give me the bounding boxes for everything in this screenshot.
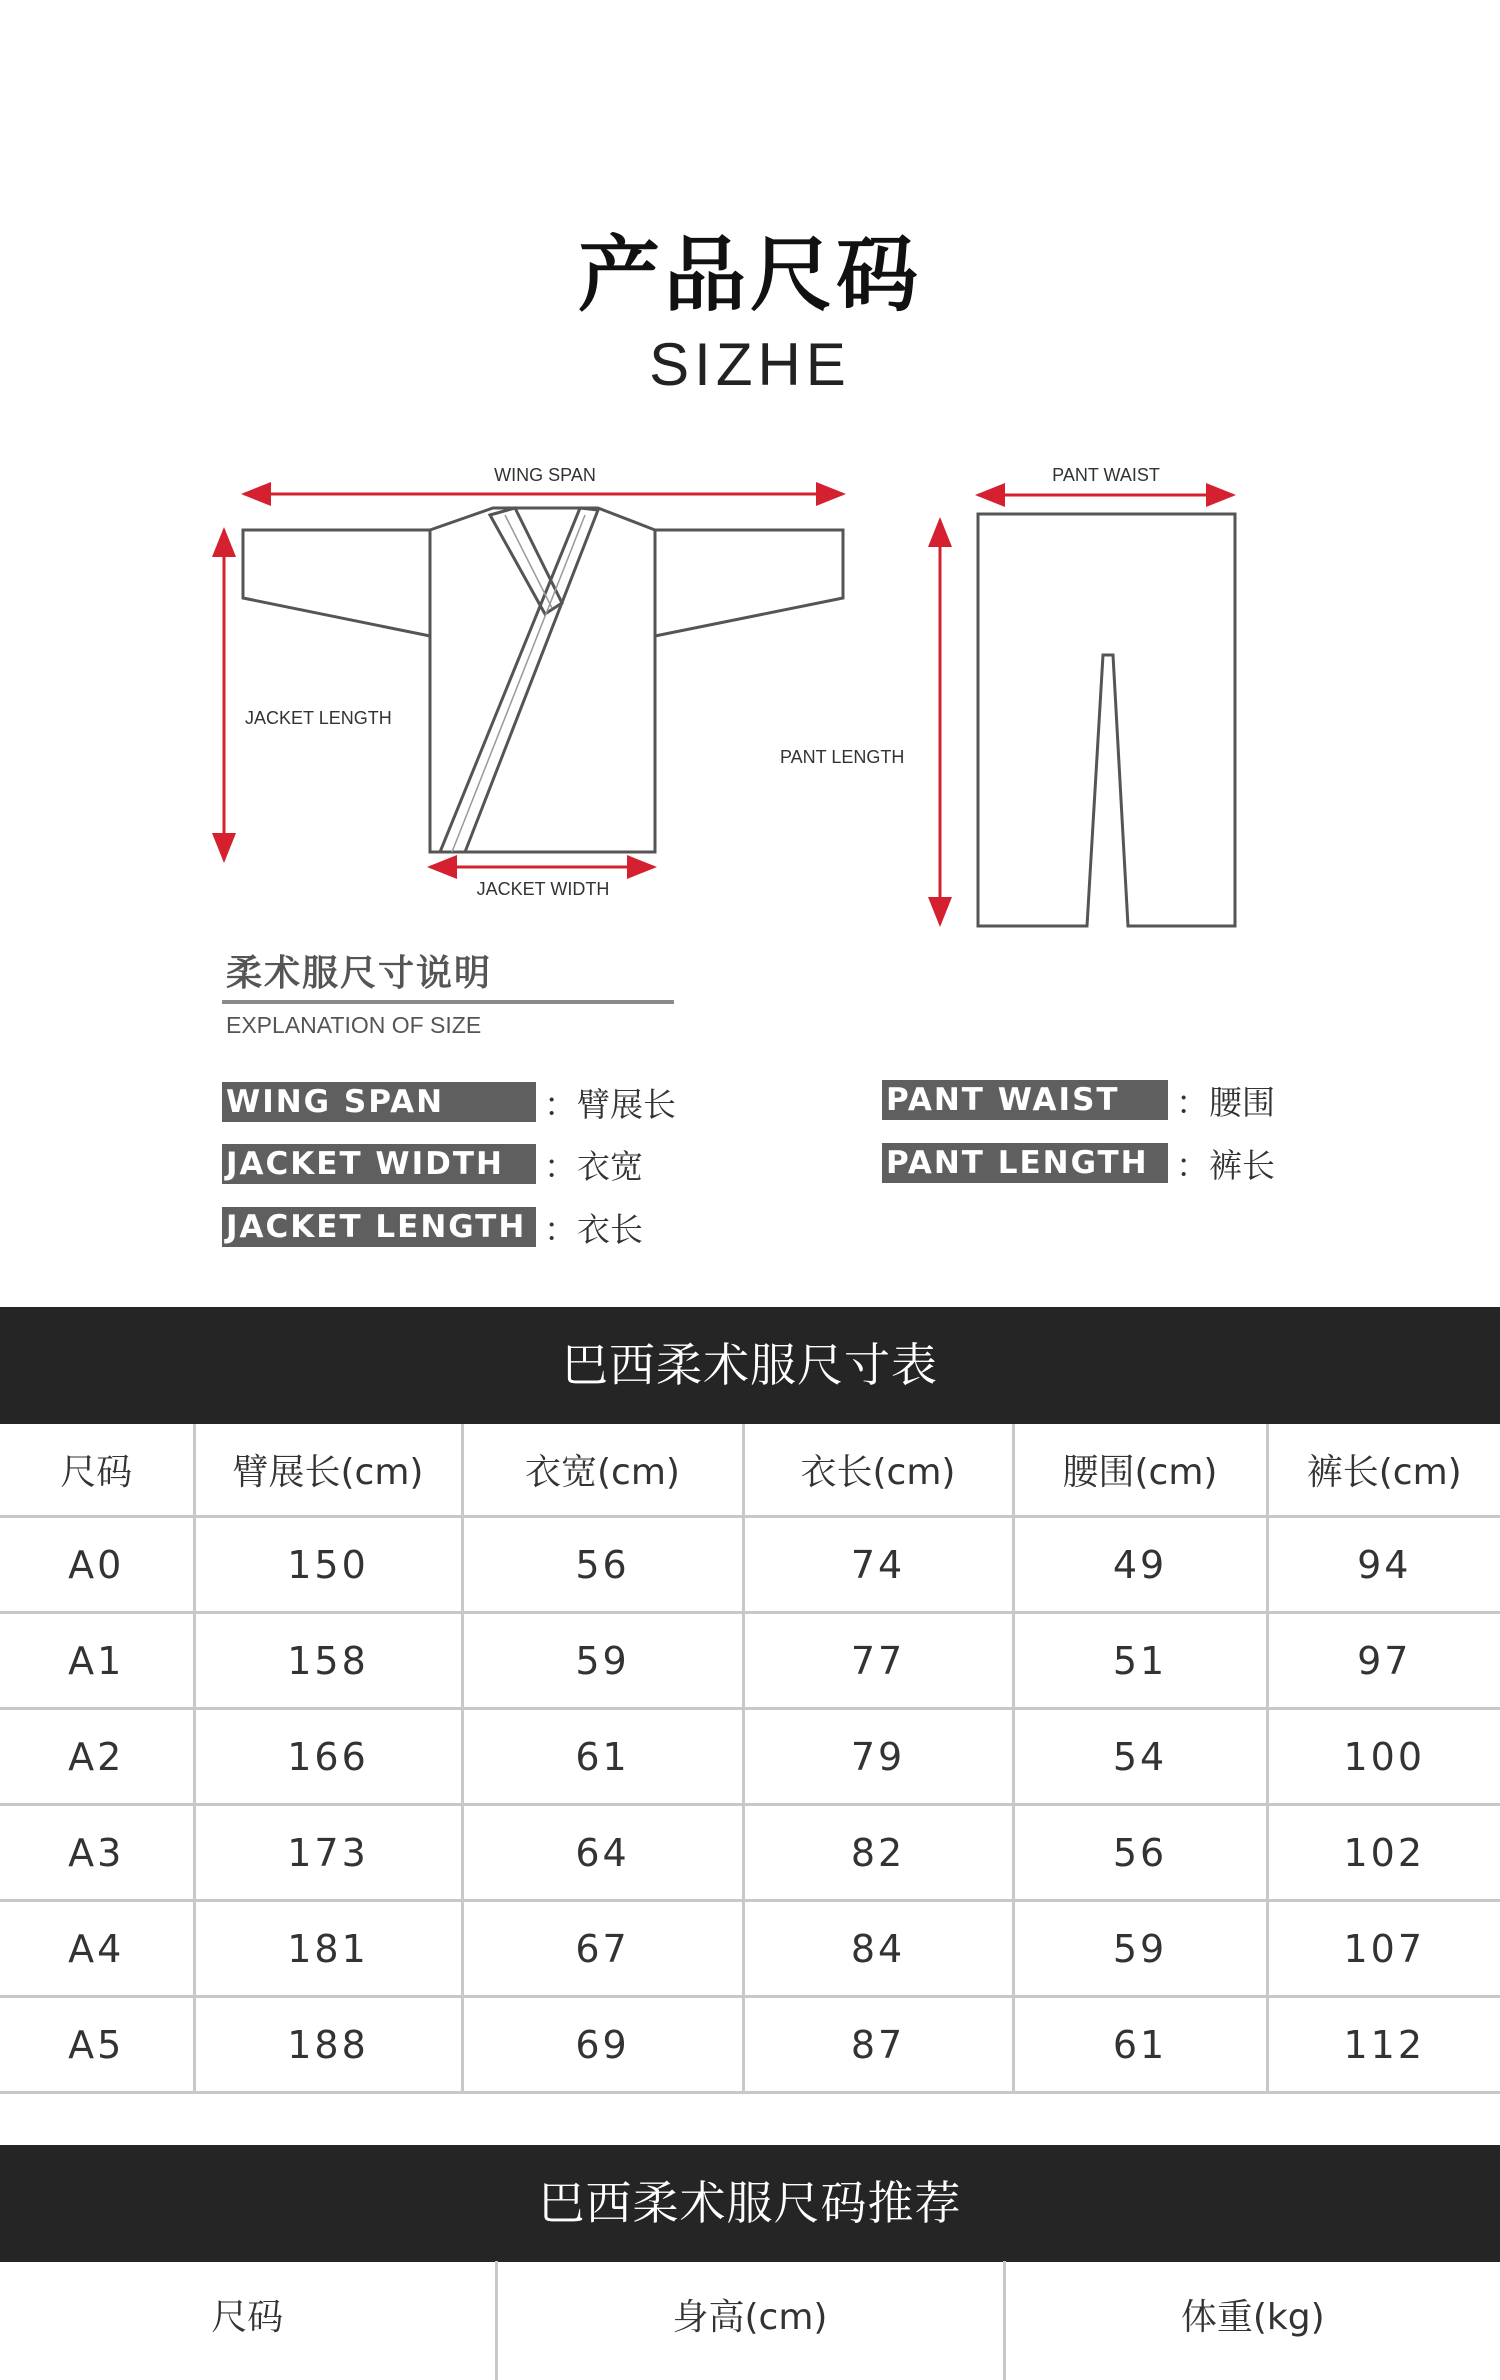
table-cell: 67 (462, 1901, 743, 1997)
table-cell: A4 (0, 1901, 194, 1997)
table-cell: 49 (1013, 1517, 1267, 1613)
page-subtitle: SIZHE (649, 331, 851, 398)
table-cell: 82 (743, 1805, 1013, 1901)
recommend-table (0, 2261, 1500, 2380)
explanation-divider (222, 1000, 674, 1004)
explanation-subtitle: EXPLANATION OF SIZE (226, 1012, 482, 1038)
table-row (0, 1709, 1500, 1805)
term-jacket-length (222, 1207, 643, 1247)
pants-outline (978, 514, 1235, 926)
table-cell: 173 (194, 1805, 462, 1901)
term-pant-waist (882, 1080, 1275, 1120)
wing-span-label: WING SPAN (494, 465, 596, 485)
term-meaning: ：裤长 (1176, 1145, 1275, 1185)
recommend-table-banner: 巴西柔术服尺码推荐 (0, 2145, 1500, 2262)
table-cell: 188 (194, 1997, 462, 2093)
table-row (0, 1517, 1500, 1613)
table-cell: 59 (1013, 1901, 1267, 1997)
table-header-row (0, 1424, 1500, 1517)
size-table-banner: 巴西柔术服尺寸表 (0, 1307, 1500, 1424)
term-tag: JACKET WIDTH (222, 1144, 536, 1184)
term-tag: PANT LENGTH (882, 1143, 1168, 1183)
explanation-title: 柔术服尺寸说明 (226, 953, 493, 994)
term-wing-span (222, 1082, 676, 1122)
table-row (0, 1805, 1500, 1901)
pant-waist-label: PANT WAIST (1052, 465, 1160, 485)
table-cell: 61 (462, 1709, 743, 1805)
table-cell: A2 (0, 1709, 194, 1805)
table-cell: 56 (462, 1517, 743, 1613)
table-header: 尺码 (0, 1424, 194, 1517)
term-jacket-width (222, 1144, 643, 1184)
table-cell: 56 (1013, 1805, 1267, 1901)
table-cell: 166 (194, 1709, 462, 1805)
table-cell: 97 (1267, 1613, 1500, 1709)
jacket-width-label: JACKET WIDTH (476, 879, 610, 899)
table-header: 臂展长(cm) (194, 1424, 462, 1517)
term-meaning: ：衣长 (544, 1209, 643, 1249)
table-cell: 87 (743, 1997, 1013, 2093)
term-meaning: ：臂展长 (544, 1084, 676, 1124)
table-cell: 181 (194, 1901, 462, 1997)
table-cell: 51 (1013, 1613, 1267, 1709)
table-cell: 59 (462, 1613, 743, 1709)
table-cell: A3 (0, 1805, 194, 1901)
table-cell: 107 (1267, 1901, 1500, 1997)
table-header: 腰围(cm) (1013, 1424, 1267, 1517)
table-header: 身高(cm) (496, 2261, 1004, 2380)
table-row (0, 1613, 1500, 1709)
term-tag: PANT WAIST (882, 1080, 1168, 1120)
table-header: 衣宽(cm) (462, 1424, 743, 1517)
table-cell: A0 (0, 1517, 194, 1613)
term-pant-length (882, 1143, 1275, 1183)
size-table (0, 1424, 1500, 2094)
table-cell: 54 (1013, 1709, 1267, 1805)
term-meaning: ：衣宽 (544, 1146, 643, 1186)
table-header-row (0, 2261, 1500, 2380)
table-cell: A5 (0, 1997, 194, 2093)
table-cell: 100 (1267, 1709, 1500, 1805)
table-cell: 61 (1013, 1997, 1267, 2093)
jacket-length-label: JACKET LENGTH (245, 708, 392, 728)
table-cell: 158 (194, 1613, 462, 1709)
term-tag: WING SPAN (222, 1082, 536, 1122)
term-meaning: ：腰围 (1176, 1082, 1275, 1122)
jacket-outline (243, 508, 843, 852)
page-title: 产品尺码 (577, 228, 922, 323)
table-row (0, 1997, 1500, 2093)
term-tag: JACKET LENGTH (222, 1207, 536, 1247)
table-header: 尺码 (0, 2261, 496, 2380)
table-cell: 112 (1267, 1997, 1500, 2093)
table-cell: 150 (194, 1517, 462, 1613)
table-cell: A1 (0, 1613, 194, 1709)
table-cell: 64 (462, 1805, 743, 1901)
table-cell: 94 (1267, 1517, 1500, 1613)
table-header: 体重(kg) (1180, 2297, 1325, 2338)
table-cell: 79 (743, 1709, 1013, 1805)
size-diagram (0, 440, 1500, 960)
table-header: 裤长(cm) (1267, 1424, 1500, 1517)
table-header: 衣长(cm) (743, 1424, 1013, 1517)
table-cell: 77 (743, 1613, 1013, 1709)
table-cell: 74 (743, 1517, 1013, 1613)
table-cell: 69 (462, 1997, 743, 2093)
table-cell: 84 (743, 1901, 1013, 1997)
table-cell: 102 (1267, 1805, 1500, 1901)
pant-length-label: PANT LENGTH (780, 747, 905, 767)
table-row (0, 1901, 1500, 1997)
